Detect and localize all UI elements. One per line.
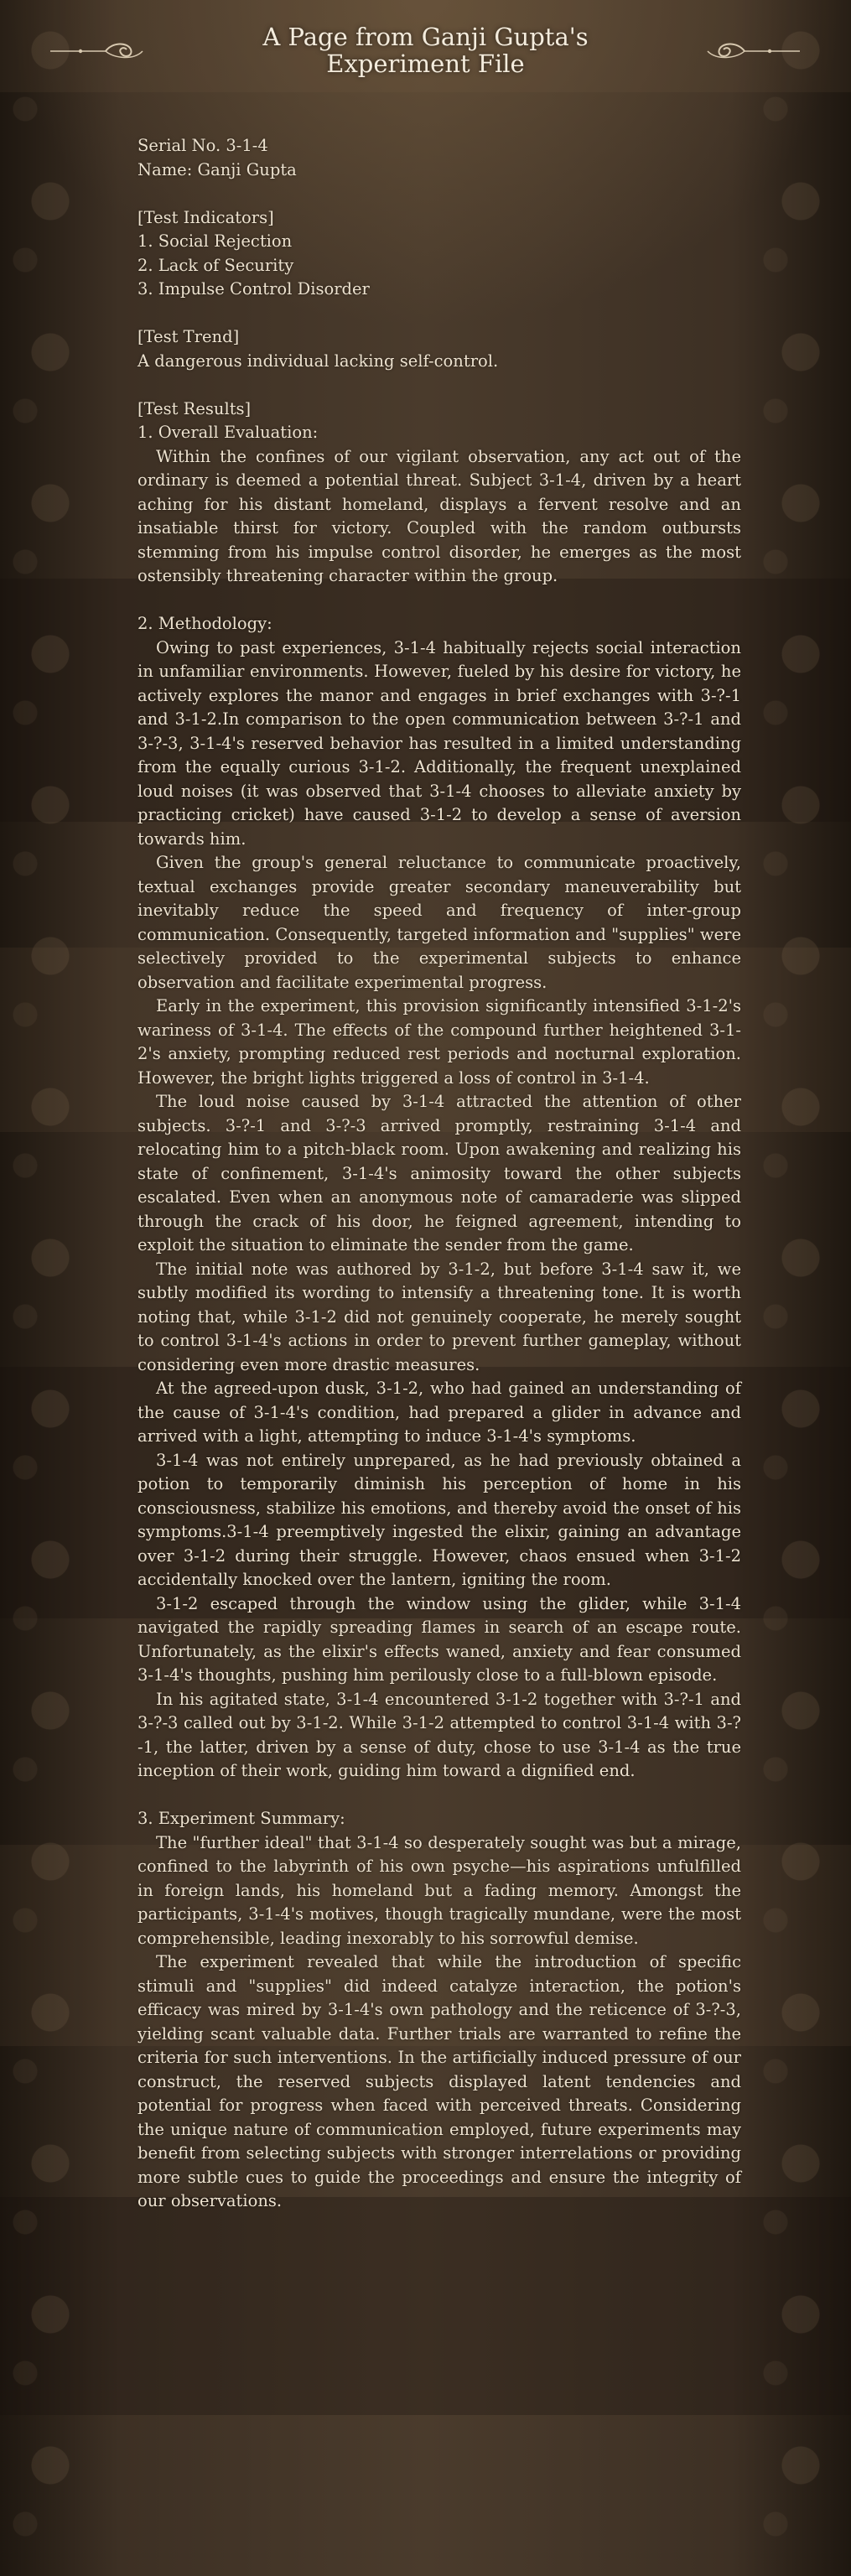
methodology-paragraph: Given the group's general reluctance to communicate proactively, textual exchanges provide greater secondary maneuverability but inevitably reduce the speed and frequency of inter-group communication. Consequently, targeted information and "supplies" were selectively provided to the experimental subjects to enhance observation and facilitate experimental progress. xyxy=(138,853,741,992)
page-header xyxy=(0,18,851,94)
overall-evaluation-heading: 1. Overall Evaluation: xyxy=(138,423,319,442)
page-title xyxy=(168,23,683,77)
right-ornament-pattern xyxy=(750,0,851,2576)
left-flourish-icon xyxy=(47,39,148,64)
left-ornament-pattern xyxy=(0,0,101,2576)
methodology-paragraph: The initial note was authored by 3-1-2, but before 3-1-4 saw it, we subtly modified its wording to intensify a threatening tone. It is worth noting that, while 3-1-2 did not genuinely cooperate, he merely sought to control 3-1-4's actions in order to prevent further gameplay, without considering even more drastic measures. xyxy=(138,1259,741,1374)
document-body xyxy=(138,134,741,2214)
subject-name: Name: Ganji Gupta xyxy=(138,159,297,179)
right-flourish-icon xyxy=(703,39,803,64)
methodology-paragraph: Early in the experiment, this provision significantly intensified 3-1-2's wariness of 3-1-4. The effects of the compound further heightened 3-1-2's anxiety, prompting reduced rest periods and nocturnal exploration. However, the bright lights triggered a loss of control in 3-1-4. xyxy=(138,996,741,1088)
summary-paragraph: The experiment revealed that while the introduction of specific stimuli and "supplies" did indeed catalyze interaction, the potion's efficacy was mired by 3-1-4's own pathology and the reticence of 3-?-3, yielding scant valuable data. Further trials are warranted to refine the criteria for such interventions. In the artificially induced pressure of our construct, the reserved subjects displayed latent tendencies and potential for progress when faced with perceived threats. Considering the unique nature of communication employed, future experiments may benefit from selecting subjects with stronger interrelations or providing more subtle cues to guide the proceedings and ensure the integrity of our observations. xyxy=(138,1952,741,2210)
methodology-paragraph: 3-1-4 was not entirely unprepared, as he had previously obtained a potion to temporarily diminish his perception of home in his consciousness, stabilize his emotions, and thereby avoid the onset of his symptoms.3-1-4 preemptively ingested the elixir, gaining an advantage over 3-1-2 during their struggle. However, chaos ensued when 3-1-2 accidentally knocked over the lantern, igniting the room. xyxy=(138,1450,741,1589)
summary-paragraph: The "further ideal" that 3-1-4 so desperately sought was but a mirage, confined to the labyrinth of his own psyche—his aspirations unfulfilled in foreign lands, his homeland but a fading memory. Amongst the participants, 3-1-4's motives, though tragically mundane, were the most comprehensible, leading inexorably to his sorrowful demise. xyxy=(138,1832,741,1948)
overall-evaluation-paragraph: Within the confines of our vigilant observation, any act out of the ordinary is deemed a potential threat. Subject 3-1-4, driven by a heart aching for his distant homeland, displays a fervent resolve and an insatiable thirst for victory. Coupled with the random outbursts stemming from his impulse control disorder, he emerges as the most ostensibly threatening character within the group. xyxy=(138,446,741,585)
methodology-paragraph: In his agitated state, 3-1-4 encountered 3-1-2 together with 3-?-1 and 3-?-3 called out by 3-1-2. While 3-1-2 attempted to control 3-1-4 with 3-?-1, the latter, driven by a sense of duty, chose to use 3-1-4 as the true inception of their work, guiding him toward a dignified end. xyxy=(138,1689,741,1780)
methodology-paragraph: 3-1-2 escaped through the window using the glider, while 3-1-4 navigated the rapidly spreading flames in search of an escape route. Unfortunately, as the elixir's effects waned, anxiety and fear consumed 3-1-4's thoughts, pushing him perilously close to a full-blown episode. xyxy=(138,1593,741,1685)
title-line-2: Experiment File xyxy=(326,49,525,78)
methodology-paragraph: The loud noise caused by 3-1-4 attracted the attention of other subjects. 3-?-1 and 3-?-3 arrived promptly, restraining 3-1-4 and relocating him to a pitch-black room. Upon awakening and realizing his state of confinement, 3-1-4's animosity toward the other subjects escalated. Even when an anonymous note of camaraderie was slipped through the crack of his door, he feigned agreement, intending to exploit the situation to eliminate the sender from the game. xyxy=(138,1092,741,1254)
test-trend-text: A dangerous individual lacking self-control. xyxy=(138,351,499,371)
experiment-summary-heading: 3. Experiment Summary: xyxy=(138,1809,345,1828)
test-indicators-heading: [Test Indicators] xyxy=(138,207,274,227)
methodology-paragraph: At the agreed-upon dusk, 3-1-2, who had gained an understanding of the cause of 3-1-4's condition, had prepared a glider in advance and arrived with a light, attempting to induce 3-1-4's symptoms. xyxy=(138,1379,741,1446)
serial-number: Serial No. 3-1-4 xyxy=(138,136,268,155)
indicator-item: 2. Lack of Security xyxy=(138,255,294,275)
test-trend-heading: [Test Trend] xyxy=(138,327,240,346)
methodology-paragraph: Owing to past experiences, 3-1-4 habitually rejects social interaction in unfamiliar environments. However, fueled by his desire for victory, he actively explores the manor and engages in brief exchanges with 3-?-1 and 3-1-2.In comparison to the open communication between 3-?-1 and 3-?-3, 3-1-4's reserved behavior has resulted in a limited understanding from the equally curious 3-1-2. Additionally, the frequent unexplained loud noises (it was observed that 3-1-4 chooses to alleviate anxiety by practicing cricket) have caused 3-1-2 to develop a sense of aversion towards him. xyxy=(138,637,741,849)
test-results-heading: [Test Results] xyxy=(138,398,252,418)
indicator-item: 3. Impulse Control Disorder xyxy=(138,279,370,299)
title-line-1: A Page from Ganji Gupta's xyxy=(262,23,589,51)
methodology-heading: 2. Methodology: xyxy=(138,614,272,633)
indicator-item: 1. Social Rejection xyxy=(138,231,293,251)
